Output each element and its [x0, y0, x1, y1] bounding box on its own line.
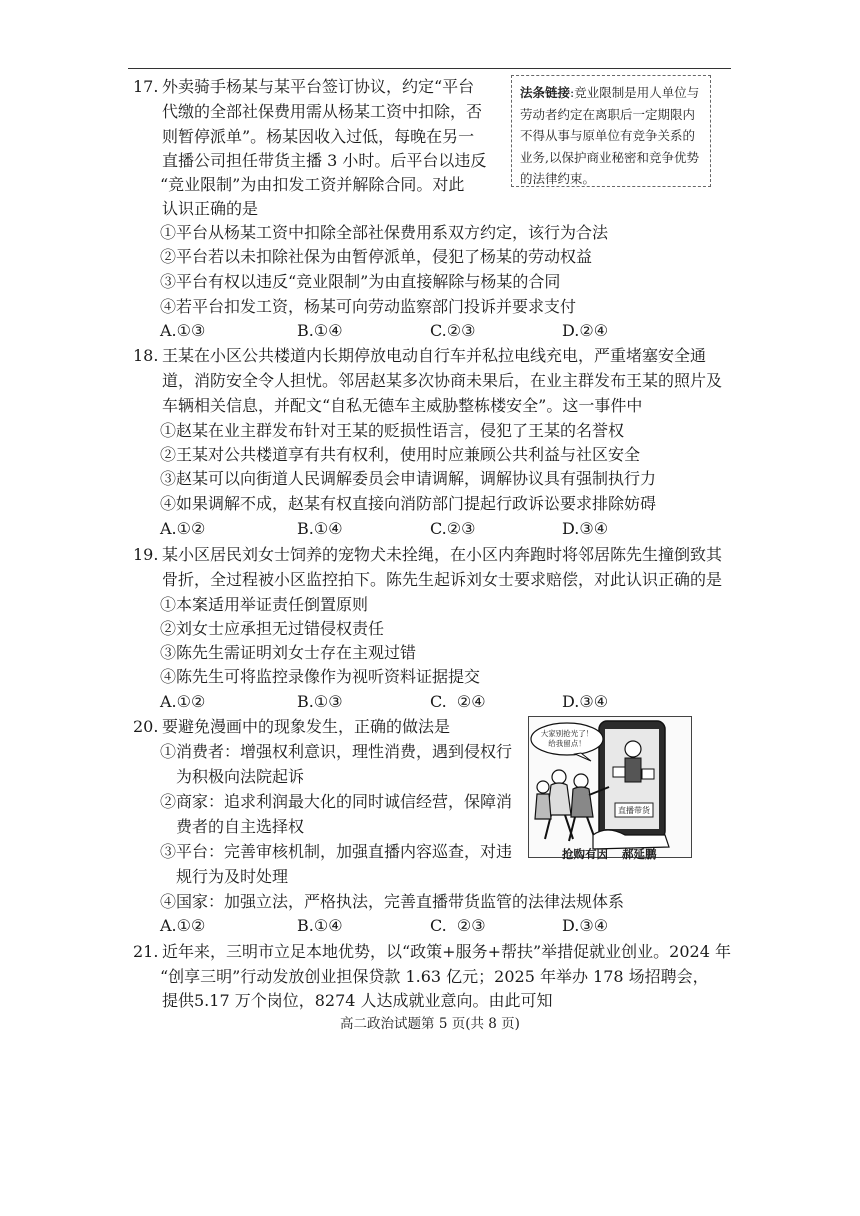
q19-option-a: A.①②	[160, 692, 206, 711]
q18-option-b: B.①④	[297, 519, 343, 538]
q19-item-1: ①本案适用举证责任倒置原则	[160, 595, 369, 614]
q17-item-1: ①平台从杨某工资中扣除全部社保费用系双方约定，该行为合法	[160, 223, 609, 242]
q17-option-b: B.①④	[297, 321, 343, 340]
legal-link-box	[511, 75, 711, 187]
q17-option-c: C.②③	[430, 321, 476, 340]
cartoon-speech-line-1: 大家别抢光了！	[540, 729, 594, 738]
q21-number: 21.	[133, 942, 159, 961]
cartoon-speech-line-2: 给我留点！	[548, 739, 586, 748]
q19-item-3: ③陈先生需证明刘女士存在主观过错	[160, 643, 417, 662]
cartoon-illustration	[528, 716, 692, 858]
q19-stem-line: 骨折，全过程被小区监控拍下。陈先生起诉刘女士要求赔偿，对此认识正确的是	[162, 570, 723, 589]
q18-stem-line: 道，消防安全令人担忧。邻居赵某多次协商未果后，在业主群发布王某的照片及	[162, 371, 723, 390]
legal-link-title: 法条链接	[520, 85, 571, 100]
q21-stem-line: 提供5.17 万个岗位，8274 人达成就业意向。由此可知	[162, 991, 553, 1010]
q18-item-3: ③赵某可以向街道人民调解委员会申请调解，调解协议具有强制执行力	[160, 469, 657, 488]
q19-item-2: ②刘女士应承担无过错侵权责任	[160, 619, 385, 638]
q17-stem-line: 外卖骑手杨某与某平台签订协议，约定“平台	[162, 77, 475, 96]
q18-item-1: ①赵某在业主群发布针对王某的贬损性语言，侵犯了王某的名誉权	[160, 421, 625, 440]
q18-item-2: ②王某对公共楼道享有共有权利，使用时应兼顾公共利益与社区安全	[160, 445, 641, 464]
q17-item-2: ②平台若以未扣除社保为由暂停派单，侵犯了杨某的劳动权益	[160, 247, 593, 266]
q20-option-c: C. ②③	[430, 916, 486, 935]
q19-stem-line: 某小区居民刘女士饲养的宠物犬未拴绳，在小区内奔跑时将邻居陈先生撞倒致其	[162, 545, 723, 564]
q20-stem-line: 要避免漫画中的现象发生，正确的做法是	[162, 717, 451, 736]
q18-stem-line: 车辆相关信息，并配文“自私无德车主威胁整栋楼安全”。这一事件中	[162, 396, 643, 415]
q20-item-4: ④国家：加强立法，严格执法，完善直播带货监管的法律法规体系	[160, 892, 625, 911]
q20-item-2-cont: 费者的自主选择权	[176, 817, 305, 836]
q19-option-b: B.①③	[297, 692, 343, 711]
q18-stem-line: 王某在小区公共楼道内长期停放电动自行车并私拉电线充电，严重堵塞安全通	[162, 346, 707, 365]
q17-item-3: ③平台有权以违反“竞业限制”为由直接解除与杨某的合同	[160, 272, 561, 291]
q20-option-a: A.①②	[160, 916, 206, 935]
q17-number: 17.	[133, 77, 159, 96]
page-footer: 高二政治试题第 5 页(共 8 页)	[340, 1016, 520, 1032]
q17-stem-line: 直播公司担任带货主播 3 小时。后平台以违反	[162, 151, 487, 170]
q18-option-c: C.②③	[430, 519, 476, 538]
cartoon-sign-text: 直播带货	[618, 806, 650, 815]
q17-stem-line: 认识正确的是	[162, 199, 259, 218]
q20-item-3: ③平台：完善审核机制，加强直播内容巡查，对违	[160, 842, 513, 861]
q18-number: 18.	[133, 346, 159, 365]
q17-stem-line: 代缴的全部社保费用需从杨某工资中扣除，否	[162, 102, 483, 121]
q20-item-1-cont: 为积极向法院起诉	[176, 767, 305, 786]
q18-item-4: ④如果调解不成，赵某有权直接向消防部门提起行政诉讼要求排除妨碍	[160, 494, 657, 513]
q19-item-4: ④陈先生可将监控录像作为视听资料证据提交	[160, 667, 481, 686]
top-rule	[128, 68, 731, 69]
cartoon-author: 郝延鹏	[622, 847, 657, 861]
q17-option-a: A.①③	[160, 321, 206, 340]
q18-option-d: D.③④	[562, 519, 609, 538]
q19-option-c: C. ②④	[430, 692, 486, 711]
q20-item-3-cont: 规行为及时处理	[176, 867, 289, 886]
q20-item-1: ①消费者：增强权利意识，理性消费，遇到侵权行	[160, 742, 513, 761]
q20-item-2: ②商家：追求利润最大化的同时诚信经营，保障消	[160, 792, 513, 811]
q20-option-d: D.③④	[562, 916, 609, 935]
q17-item-4: ④若平台扣发工资，杨某可向劳动监察部门投诉并要求支付	[160, 297, 577, 316]
q19-option-d: D.③④	[562, 692, 609, 711]
q17-option-d: D.②④	[562, 321, 609, 340]
cartoon-drawing	[529, 717, 692, 858]
q21-stem-line: “创享三明”行动发放创业担保贷款 1.63 亿元；2025 年举办 178 场招聘会，	[160, 967, 709, 986]
q17-stem-line: 则暂停派单”。杨某因收入过低，每晚在另一	[162, 127, 475, 146]
cartoon-caption	[562, 846, 657, 862]
legal-link-text: :竞业限制是用人单位与劳动者约定在离职后一定期限内不得从事与原单位有竞争关系的业务,以保护商业秘密和竞争优势的法律约束。	[520, 85, 700, 186]
q21-stem-line: 近年来，三明市立足本地优势，以“政策+服务+帮扶”举措促就业创业。2024 年	[162, 942, 731, 961]
q17-stem-line: “竞业限制”为由扣发工资并解除合同。对此	[160, 175, 465, 194]
cartoon-title: 抢购有因	[562, 847, 608, 861]
q19-number: 19.	[133, 545, 159, 564]
q20-number: 20.	[133, 717, 159, 736]
q20-option-b: B.①④	[297, 916, 343, 935]
q18-option-a: A.①②	[160, 519, 206, 538]
